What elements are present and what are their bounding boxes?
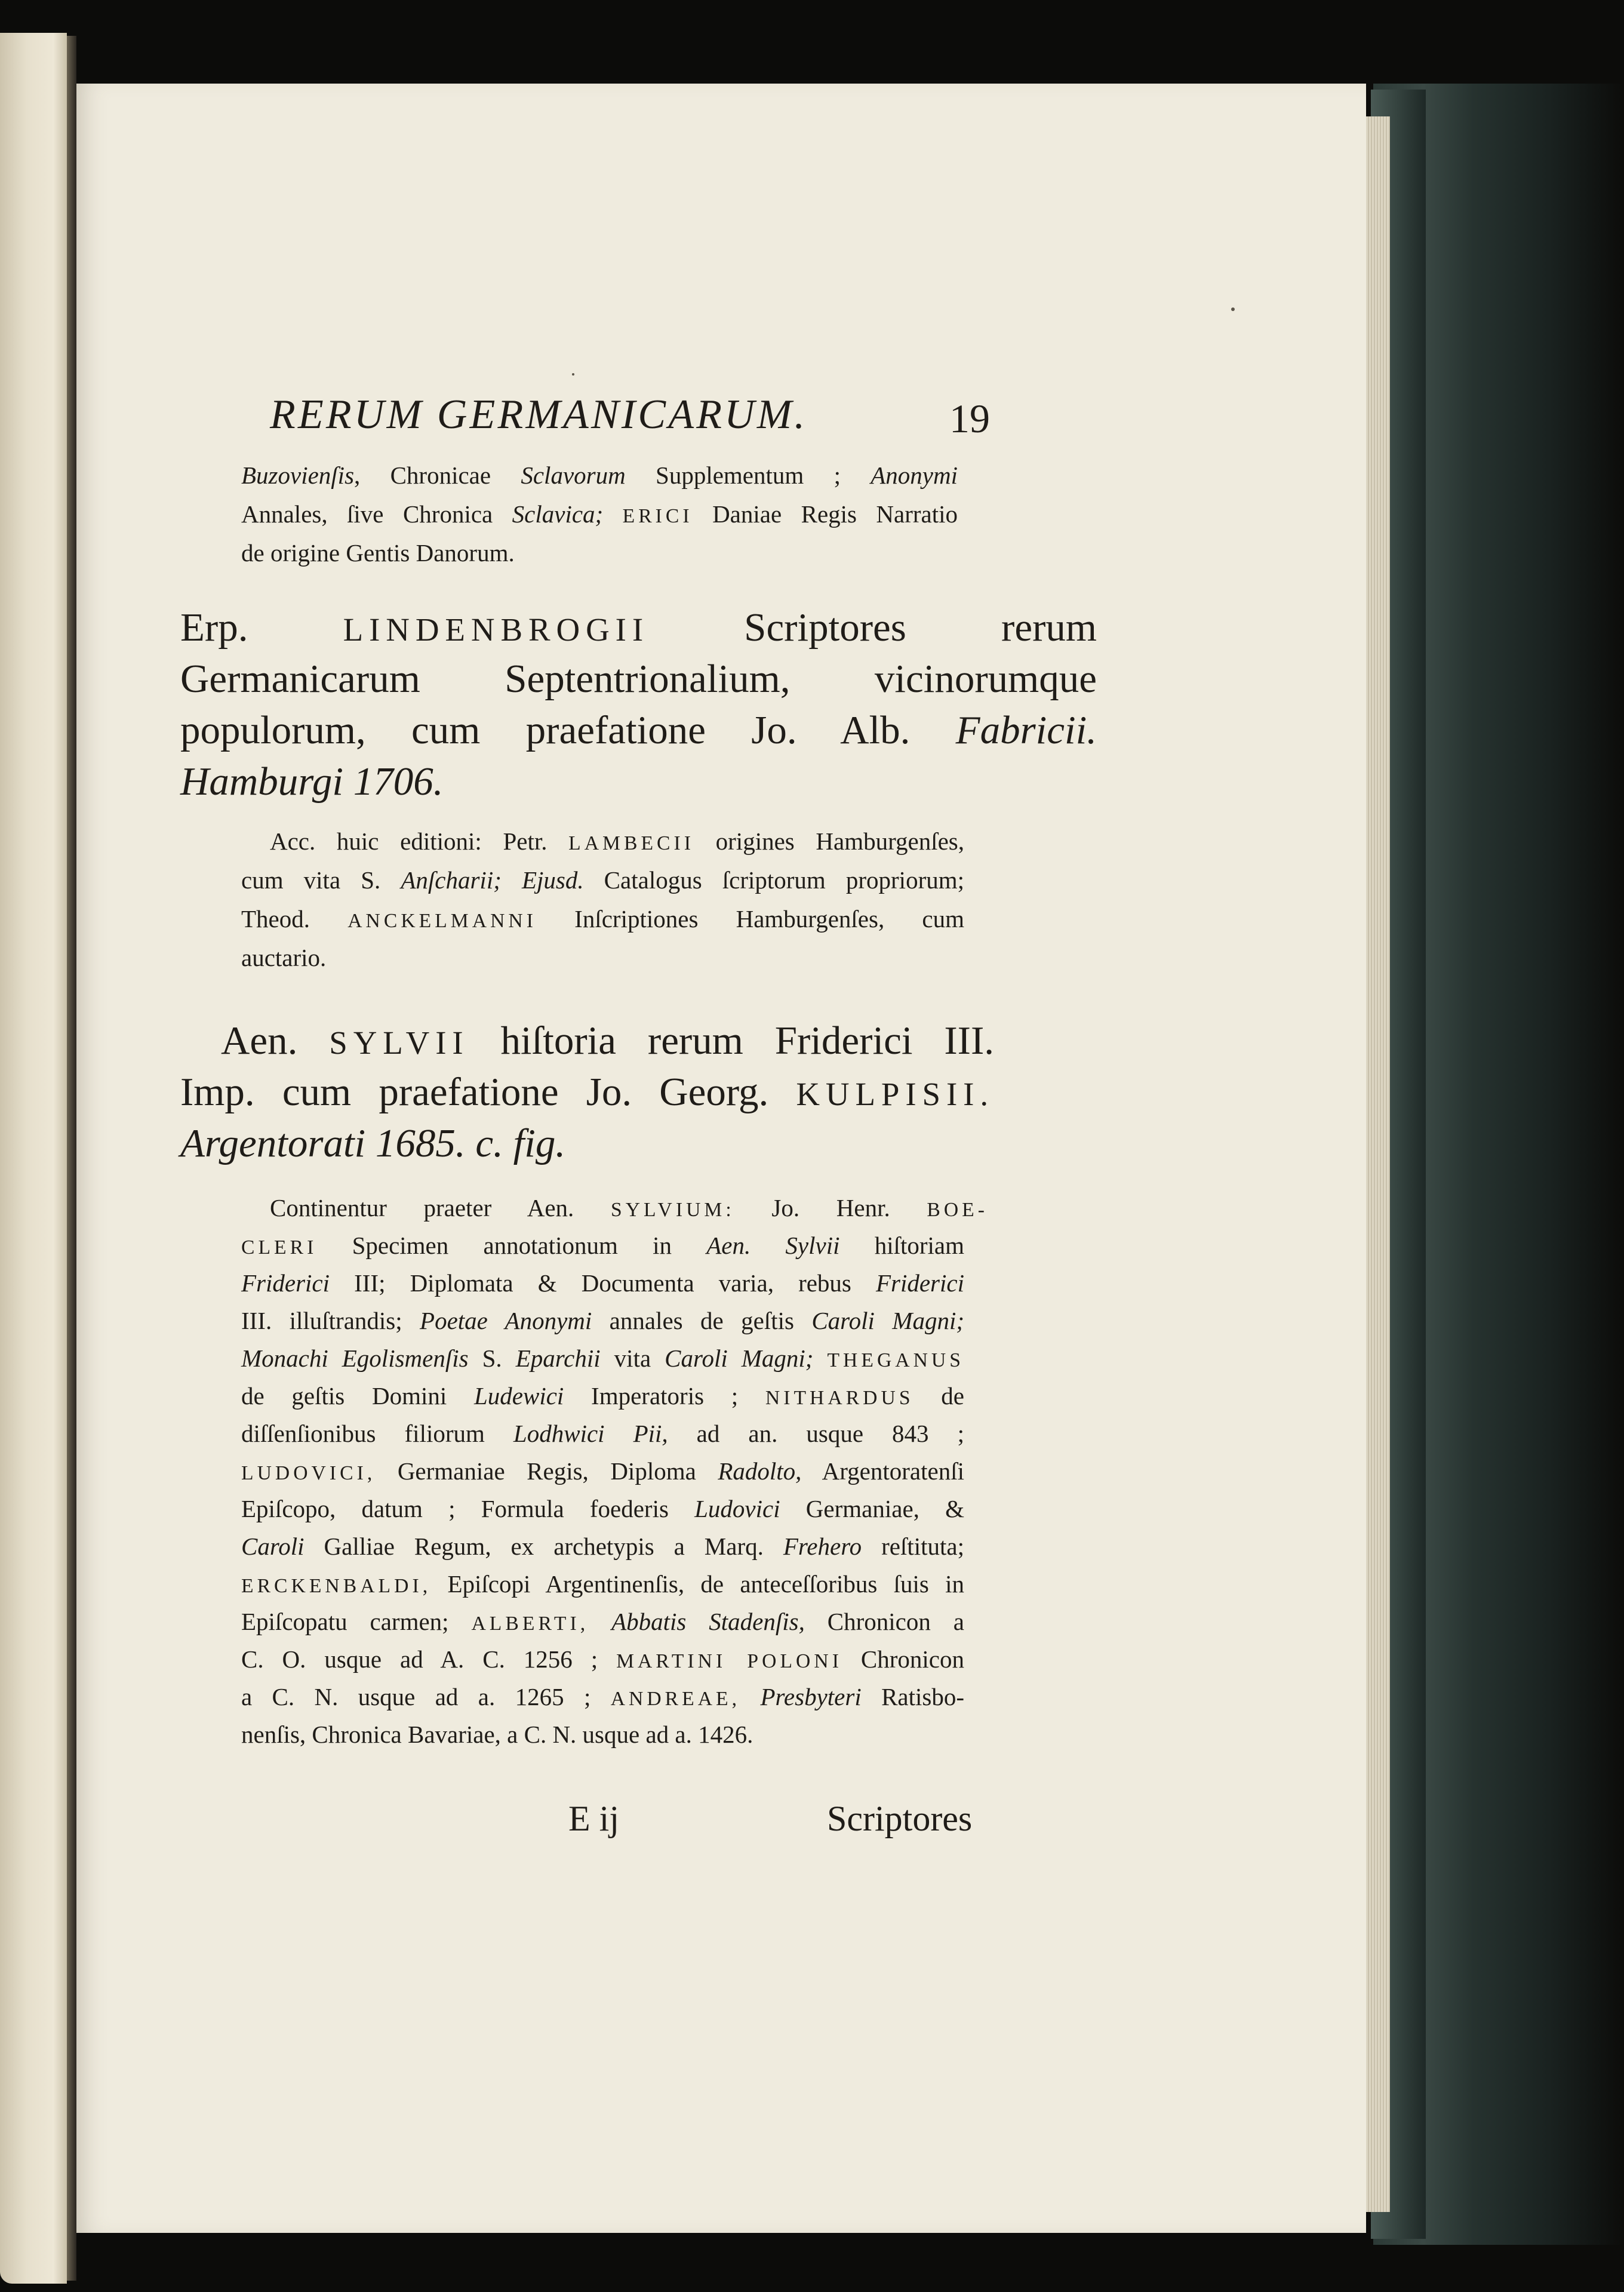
paper-speck (1231, 307, 1235, 311)
note-line: Continentur praeter Aen. SYLVIUM: Jo. Henr. BOE- (270, 1194, 988, 1222)
note-line: Epiſcopo, datum ; Formula foederis Ludovici Germaniae, & (241, 1495, 964, 1522)
entry-heading-line: Imp. cum praefatione Jo. Georg. KULPISII. (180, 1070, 994, 1114)
note-line: Friderici III; Diplomata & Documenta varia, rebus Friderici (241, 1269, 964, 1297)
note-line: C. O. usque ad A. C. 1256 ; MARTINI POLONI Chronicon (241, 1645, 964, 1673)
note-line: Acc. huic editioni: Petr. LAMBECII origines Hamburgenſes, (270, 827, 964, 855)
paper-speck (572, 373, 574, 376)
note-line: de geſtis Domini Ludewici Imperatoris ; NITHARDUS de (241, 1382, 964, 1410)
note-line: auctario. (241, 944, 327, 971)
note-line: a C. N. usque ad a. 1265 ; ANDREAE, Presbyteri Ratisbo- (241, 1683, 965, 1710)
running-title: RERUM GERMANICARUM. (270, 392, 808, 438)
book-gutter (67, 36, 76, 2281)
note-line: diſſenſionibus filiorum Lodhwici Pii, ad an. usque 843 ; (241, 1420, 964, 1447)
entry-heading-line: Hamburgi 1706. (180, 759, 444, 804)
note-line: ERCKENBALDI, Epiſcopi Argentinenſis, de anteceſſoribus ſuis in (241, 1570, 964, 1598)
note-line: Caroli Galliae Regum, ex archetypis a Marq. Frehero reſtituta; (241, 1533, 964, 1560)
entry-heading-line: Erp. LINDENBROGII Scriptores rerum (180, 605, 1097, 650)
note-line: LUDOVICI, Germaniae Regis, Diploma Radolto, Argentoratenſi (241, 1457, 964, 1485)
signature-mark: E ij (568, 1799, 619, 1838)
entry-heading-line: Aen. SYLVII hiſtoria rerum Friderici III. (221, 1019, 995, 1063)
note-line: cum vita S. Anſcharii; Ejusd. Catalogus ſcriptorum propriorum; (241, 866, 965, 894)
text-line: Buzovienſis, Chronicae Sclavorum Supplementum ; Anonymi (241, 462, 958, 489)
entry-heading-line: populorum, cum praefatione Jo. Alb. Fabricii. (180, 708, 1097, 752)
page-edges (1366, 116, 1390, 2212)
note-line: Theod. ANCKELMANNI Inſcriptiones Hamburgenſes, cum (241, 905, 964, 933)
page-number: 19 (949, 396, 990, 441)
text-line: Annales, ſive Chronica Sclavica; ERICI Daniae Regis Narratio (241, 500, 958, 528)
note-line: III. illuſtrandis; Poetae Anonymi annales de geſtis Caroli Magni; (241, 1307, 964, 1334)
note-line: CLERI Specimen annotationum in Aen. Sylvii hiſtoriam (241, 1232, 965, 1259)
text-line: de origine Gentis Danorum. (241, 539, 515, 567)
note-line: nenſis, Chronica Bavariae, a C. N. usque ad a. 1426. (241, 1721, 753, 1748)
catchword: Scriptores (827, 1799, 973, 1838)
entry-heading-line: Argentorati 1685. c. fig. (180, 1121, 566, 1165)
entry-heading-line: Germanicarum Septentrionalium, vicinorumque (180, 657, 1097, 701)
note-line: Monachi Egolismenſis S. Eparchii vita Caroli Magni; THEGANUS (241, 1345, 964, 1372)
note-line: Epiſcopatu carmen; ALBERTI, Abbatis Stadenſis, Chronicon a (241, 1608, 964, 1635)
facing-page-edge (0, 33, 67, 2284)
